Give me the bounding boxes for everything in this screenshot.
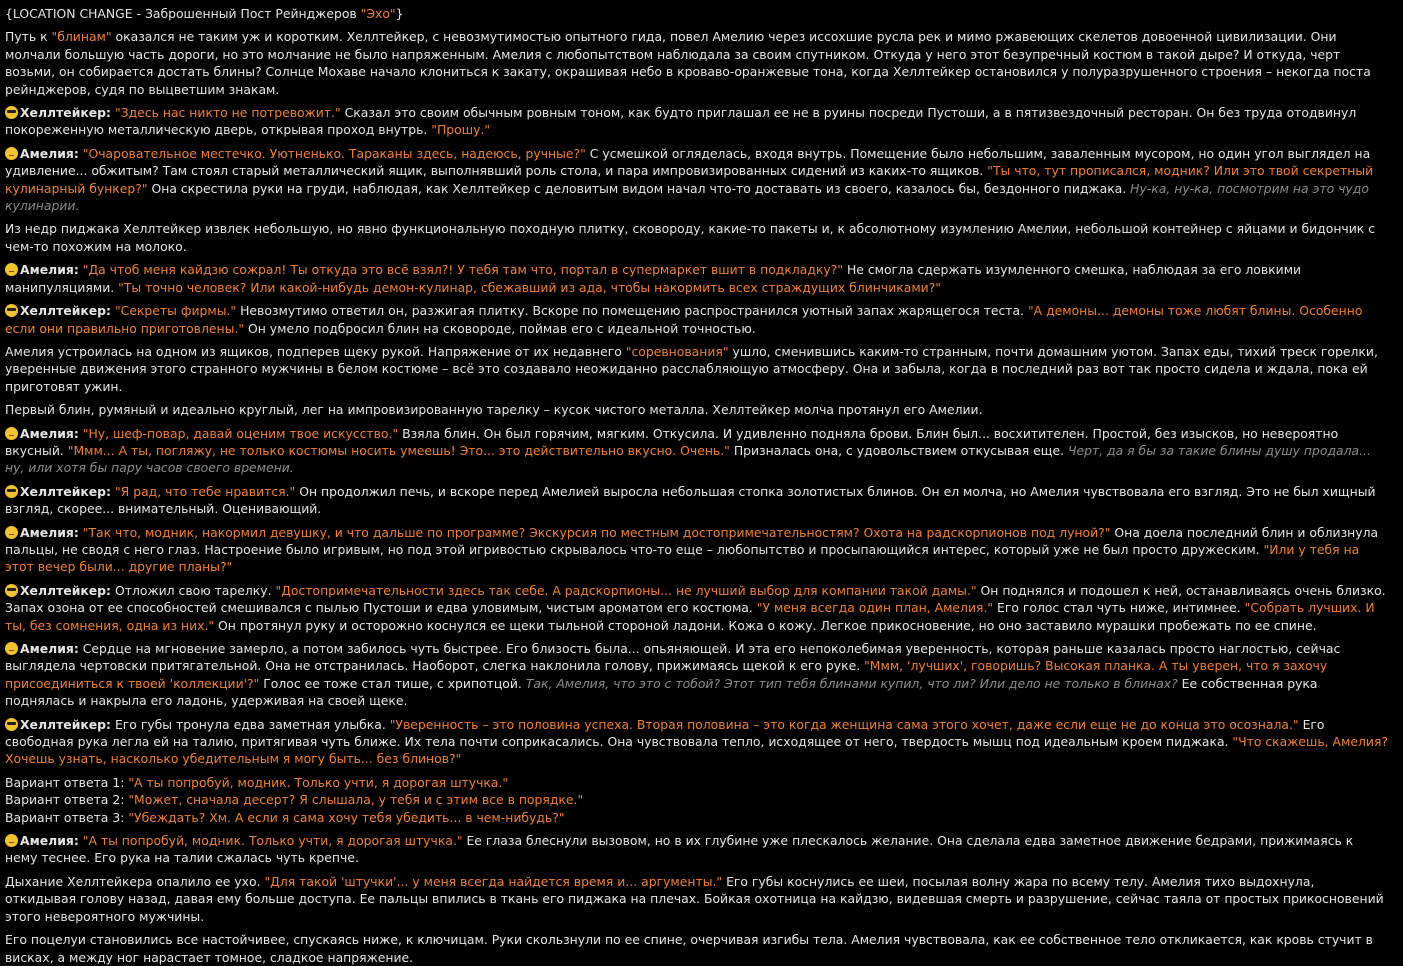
speaker-name: Амелия: — [20, 641, 79, 656]
dialogue-quote: "А демоны... демоны тоже любят блины. Особенно если они правильно приготовлены." — [5, 303, 1363, 336]
response-option-2[interactable] — [5, 791, 1389, 808]
message-amelia — [5, 261, 1403, 296]
inner-thought: Так, Амелия, что это с тобой? Этот тип тебя блинами купил, что ли? Или дело не только в блинах? — [525, 675, 1178, 691]
message-amelia — [5, 640, 1403, 710]
inner-thought: Ну-ка, ну-ка, посмотрим на это чудо кулинарии. — [5, 180, 1369, 214]
speaker-name: Хеллтейкер: — [20, 303, 112, 319]
smirk-emoji-icon — [5, 526, 18, 539]
dialogue-quote: "Ты точно человек? Или какой-нибудь демон-кулинар, сбежавший из ада, чтобы накормить всех страждущих блинчиками?" — [118, 279, 942, 295]
message-hellteiker — [5, 302, 1403, 337]
message-list — [5, 28, 1403, 767]
speaker-name: Амелия: — [20, 833, 79, 849]
option-text[interactable]: "А ты попробуй, модник. Только учти, я дорогая штучка." — [128, 774, 509, 790]
speaker-name: Хеллтейкер: — [20, 483, 112, 499]
dialogue-quote: "Здесь нас никто не потревожит." — [114, 105, 341, 121]
sunglasses-emoji-icon — [5, 584, 18, 597]
dialogue-quote: "Ммм, 'лучших', говоришь? Высокая планка. А ты уверен, что я захочу присоединиться к твоей 'коллекции'?" — [5, 658, 1328, 691]
dialogue-quote: "Прошу." — [431, 122, 491, 138]
message-amelia — [5, 524, 1403, 576]
dialogue-quote: "Да чтоб меня кайдзю сожрал! Ты откуда это всё взял?! У тебя там что, портал в супермаркет вшит в подкладку?" — [82, 262, 843, 278]
dialogue-quote: "Ну, шеф-повар, давай оценим твое искусство." — [82, 425, 399, 441]
narration-text: ушло, сменившись каким-то странным, почти домашним уютом. Запах еды, тихий треск горелки, уверенные движения этого странного мужчины в белом костюме – всё это создавало неожиданно расслабляющую атмосферу. Она и забыла, когда в последний раз вот так просто сидела и ждала, пока ей приготовят ужин. — [5, 343, 1378, 394]
narration-text: Отложил свою тарелку. — [114, 582, 276, 598]
narration-text: Ее собственная рука поднялась и накрыла его ладонь, удерживая на своей щеке. — [5, 675, 1318, 709]
option-label: Вариант ответа 3: — [5, 809, 129, 825]
narration-text: Его губы тронула едва заметная улыбка. — [114, 716, 390, 732]
narration-text: Голос ее тоже стал тише, с хрипотцой. — [259, 675, 526, 691]
narration-paragraph — [5, 343, 1403, 395]
narration-text: Невозмутимо ответил он, разжигая плитку. Вскоре по помещению распространился уютный запах жарящегося теста. — [236, 303, 1028, 319]
dialogue-quote: "Ты что, тут прописался, модник? Или это твой секретный кулинарный бункер?" — [5, 163, 1374, 196]
smirk-emoji-icon — [5, 147, 18, 160]
dialogue-quote: "соревнования" — [625, 343, 729, 359]
speaker-name: Хеллтейкер: — [20, 716, 112, 732]
message-amelia — [5, 425, 1403, 477]
speaker-name: Амелия: — [20, 262, 79, 278]
sunglasses-emoji-icon — [5, 304, 18, 317]
dialogue-quote: "Или у тебя на этот вечер были... другие планы?" — [5, 541, 1360, 575]
sunglasses-emoji-icon — [5, 106, 18, 119]
dialogue-quote: "блинам" — [51, 29, 112, 45]
location-suffix: } — [395, 6, 404, 21]
dialogue-quote: "Очаровательное местечко. Уютненько. Тараканы здесь, надеюсь, ручные?" — [82, 145, 586, 161]
message-amelia — [5, 832, 1403, 867]
response-option-1[interactable] — [5, 774, 1389, 791]
option-label: Вариант ответа 1: — [5, 774, 129, 790]
dialogue-quote: "Собрать лучших. И ты, без сомнения, одна из них." — [5, 600, 1375, 633]
narration-text: Его губы коснулись ее шеи, посылая волну жара по всему телу. Амелия тихо выдохнула, откидывая голову назад, давая ему больше доступа. Ее пальцы впились в ткань его пиджака на плечах. Бойкая охотница на кайдзю, видевшая смерть и разрушение, сейчас таяла от простых прикосновений этого невероятного мужчины. — [5, 873, 1384, 924]
narration-text: Призналась она, с удовольствием откусывая еще. — [729, 442, 1068, 458]
speaker-name: Хеллтейкер: — [20, 105, 112, 121]
option-text[interactable]: "Убеждать? Хм. А если я сама хочу тебя убедить... в чем-нибудь?" — [128, 809, 565, 825]
narration-text: Первый блин, румяный и идеально круглый, лег на импровизированную тарелку – кусок чистого металла. Хеллтейкер молча протянул его Амелии. — [5, 402, 983, 418]
narration-paragraph — [5, 873, 1403, 925]
narration-text: Она скрестила руки на груди, наблюдая, как Хеллтейкер с деловитым видом начал что-то доставать из своего, казалось бы, бездонного пиджака. — [147, 180, 1131, 196]
narration-text: Она доела последний блин и облизнула пальцы, не сводя с него глаз. Настроение было игривым, но под этой игривостью скрывалось что-то еще – любопытство и просыпающийся интерес, который уже не был просто дружеским. — [5, 524, 1379, 557]
message-hellteiker — [5, 104, 1403, 139]
location-prefix: {LOCATION CHANGE - Заброшенный Пост Рейнджеров — [5, 6, 361, 21]
response-options — [5, 774, 1403, 826]
dialogue-quote: "У меня всегда один план, Амелия." — [756, 600, 994, 616]
narration-paragraph — [5, 401, 1403, 418]
narration-text: Дыхание Хеллтейкера опалило ее ухо. — [5, 873, 265, 889]
speaker-name: Хеллтейкер: — [20, 582, 112, 598]
narration-text: Он протянул руку и осторожно коснулся ее щеки тыльной стороной ладони. Кожа о кожу. Легкое прикосновение, но оно заставило мурашки пробежать по ее спине. — [214, 617, 1317, 633]
narration-text: Его голос стал чуть ниже, интимнее. — [993, 600, 1245, 616]
dialogue-quote: "А ты попробуй, модник. Только учти, я дорогая штучка." — [82, 833, 463, 849]
narration-text: С усмешкой огляделась, входя внутрь. Помещение было небольшим, заваленным мусором, но один угол выглядел на удивление... обжитым? Там стоял старый металлический ящик, выполнявший роль стола, и пара импровизированных сидений из каких-то ящиков. — [5, 145, 1371, 179]
dialogue-quote: "Достопримечательности здесь так себе. А радскорпионы... не лучший выбор для компании такой дамы." — [275, 582, 977, 598]
narration-paragraph — [5, 931, 1403, 966]
dialogue-quote: "Для такой 'штучки'... у меня всегда найдется время и... аргументы." — [264, 873, 723, 889]
message-amelia — [5, 145, 1403, 215]
dialogue-quote: "Я рад, что тебе нравится." — [114, 483, 296, 499]
dialogue-quote: "Секреты фирмы." — [114, 303, 237, 319]
narration-text: Он поднялся и подошел к ней, останавливаясь очень близко. Запах озона от ее способностей смешивался с пылью Пустоши и едва уловимым, чистым ароматом его костюма. — [5, 582, 1386, 616]
message-hellteiker — [5, 582, 1403, 634]
speaker-name: Амелия: — [20, 145, 79, 161]
narration-text: Ее глаза блеснули вызовом, но в их глубине уже плескалось желание. Она сделала едва заметное движение бедрами, прижимаясь к нему теснее. Его рука на талии сжалась чуть крепче. — [5, 833, 1354, 866]
narration-paragraph — [5, 28, 1403, 98]
narration-text: Не смогла сдержать изумленного смешка, наблюдая за его ловкими манипуляциями. — [5, 262, 1302, 295]
sunglasses-emoji-icon — [5, 485, 18, 498]
inner-thought: Черт, да я бы за такие блины душу продала... ну, или хотя бы пару часов своего времени. — [5, 442, 1371, 476]
narration-text: Он умело подбросил блин на сковороде, поймав его с идеальной точностью. — [244, 320, 756, 336]
narration-text: Путь к — [5, 29, 52, 45]
narration-text: Его поцелуи становились все настойчивее, спускаясь ниже, к ключицам. Руки скользнули по ее спине, очерчивая изгибы тела. Амелия чувствовала, как ее собственное тело откликается, как кровь стучит в висках, а между ног нарастает томное, сладкое напряжение. — [5, 932, 1373, 965]
dialogue-quote: "Так что, модник, накормил девушку, и что дальше по программе? Экскурсия по местным достопримечательностям? Охота на радскорпионов под луной?" — [82, 524, 1111, 540]
narration-text: Из недр пиджака Хеллтейкер извлек небольшую, но явно функциональную походную плитку, сковороду, какие-то пакеты и, к абсолютному изумлению Амелии, небольшой контейнер с яйцами и бидончик с чем-то похожим на молоко. — [5, 221, 1376, 254]
location-header — [5, 5, 1403, 22]
narration-text: Амелия устроилась на одном из ящиков, подперев щеку рукой. Напряжение от их недавнего — [5, 343, 626, 359]
option-text[interactable]: "Может, сначала десерт? Я слышала, у тебя и с этим все в порядке." — [128, 792, 584, 808]
dialogue-quote: "Что скажешь, Амелия? Хочешь узнать, насколько убедительным я могу быть... без блинов?" — [5, 734, 1388, 767]
narration-text: Он продолжил печь, и вскоре перед Амелией выросла небольшая стопка золотистых блинов. Он ел молча, но Амелия чувствовала его взгляд. Это не был хищный взгляд, скорее... внимательный. Оценивающий. — [5, 483, 1376, 517]
speaker-name: Амелия: — [20, 524, 79, 540]
smirk-emoji-icon — [5, 642, 18, 655]
dialogue-quote: "Ммм... А ты, погляжу, не только костюмы носить умеешь! Это... это действительно вкусно. Очень." — [67, 442, 730, 458]
message-hellteiker — [5, 716, 1403, 768]
message-hellteiker — [5, 483, 1403, 518]
smirk-emoji-icon — [5, 263, 18, 276]
smirk-emoji-icon — [5, 427, 18, 440]
location-name: "Эхо" — [360, 6, 396, 21]
response-option-3[interactable] — [5, 809, 1389, 826]
dialogue-quote: "Уверенность – это половина успеха. Вторая половина – это когда женщина сама этого хочет, даже если еще не до конца это осознала." — [389, 716, 1299, 732]
message-list-continued — [5, 832, 1403, 966]
speaker-name: Амелия: — [20, 425, 79, 441]
narration-text: Взяла блин. Он был горячим, мягким. Откусила. И удивленно подняла брови. Блин был... восхитителен. Простой, без изысков, но невероятно вкусный. — [5, 425, 1339, 458]
narration-text: Сказал это своим обычным ровным тоном, как будто приглашал ее не в руины посреди Пустоши, а в пятизвездочный ресторан. Он без труда отодвинул покореженную металлическую дверь, открывая проход внутрь. — [5, 105, 1357, 138]
narration-paragraph — [5, 220, 1403, 255]
sunglasses-emoji-icon — [5, 718, 18, 731]
smirk-emoji-icon — [5, 834, 18, 847]
narration-text: Сердце на мгновение замерло, а потом забилось чуть быстрее. Его близость была... опьяняющей. И эта его непоколебимая уверенность, которая раньше казалась просто наглостью, сейчас выглядела чертовски притягательной. Она не отстранилась. Наоборот, слегка наклонила голову, прижимаясь щекой к его руке. — [5, 641, 1341, 674]
narration-text: Его свободная рука легла ей на талию, притягивая чуть ближе. Их тела почти соприкасались. Она чувствовала тепло, исходящее от него, твердость мышц под идеальным кроем пиджака. — [5, 716, 1325, 750]
option-label: Вариант ответа 2: — [5, 792, 129, 808]
narration-text: оказался не таким уж и коротким. Хеллтейкер, с невозмутимостью опытного гида, повел Амелию через иссохшие русла рек и мимо ржавеющих скелетов довоенной цивилизации. Они молчали большую часть дороги, но это молчание не было напряженным. Амелия с любопытством наблюдала за своим спутником. Откуда у него этот безупречный костюм в такой дыре? И откуда, черт возьми, он собирается достать блины? Солнце Мохаве начало клониться к закату, окрашивая небо в кроваво-оранжевые тона, когда Хеллтейкер остановился у полуразрушенного строения – некогда поста рейнджеров, судя по выцветшим знакам. — [5, 29, 1371, 97]
